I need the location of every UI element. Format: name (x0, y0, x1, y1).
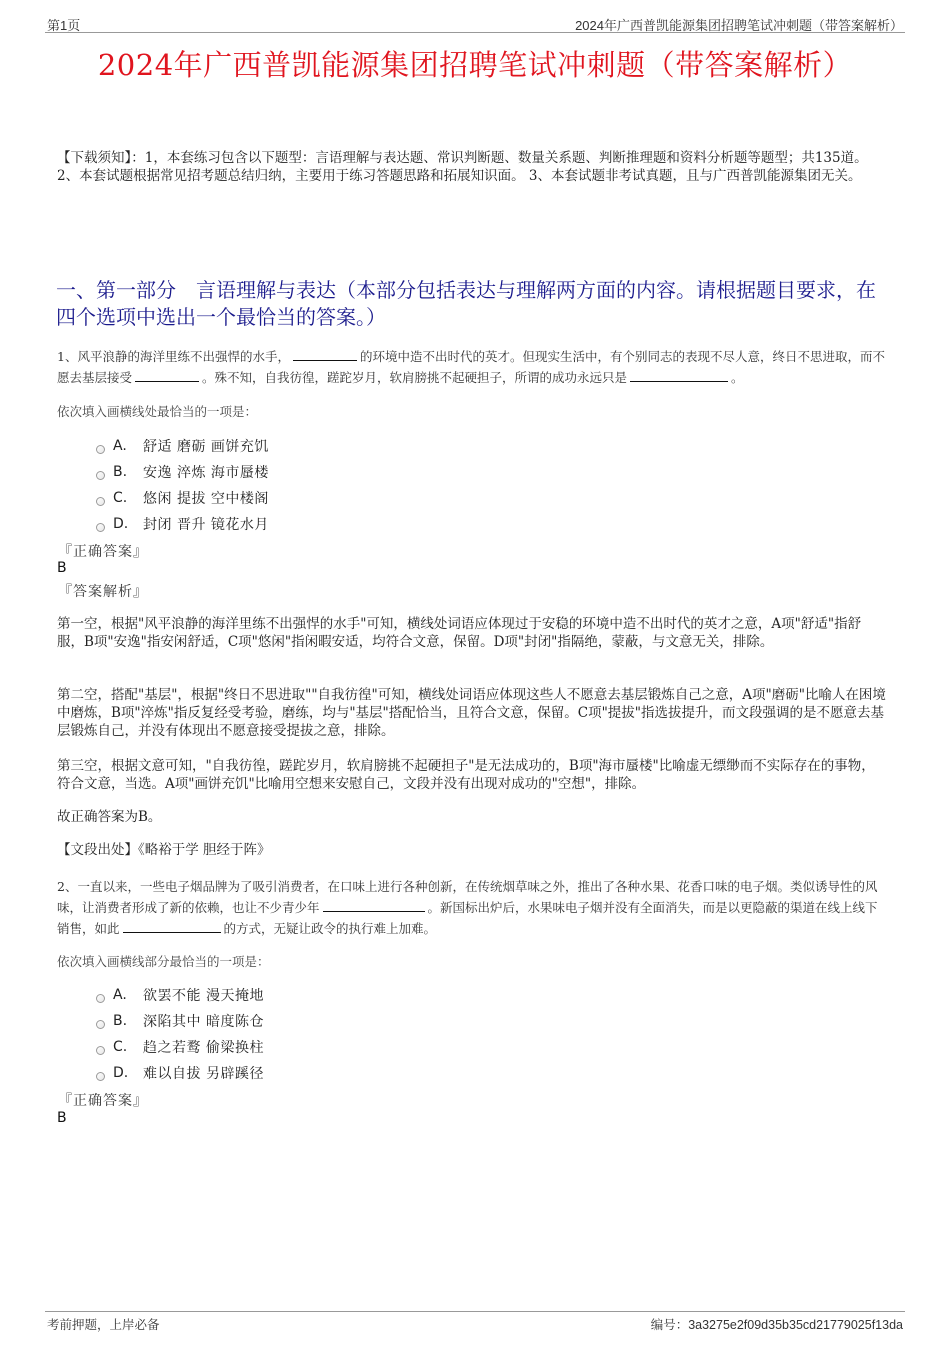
page-number: 第1页 (47, 18, 81, 33)
analysis-paragraph-3: 第三空，根据文意可知，"自我彷徨，蹉跎岁月，软肩膀挑不起硬担子"是无法成功的，B项"海市蜃楼"比喻虚无缥缈而不实际存在的事物，符合文意，当选。A项"画饼充饥"比喻用空想来安慰自己，文段并没有出现对成功的"空想"，排除。 (57, 758, 875, 792)
passage-source: 【文段出处】《略裕于学 胆经于阵》 (57, 842, 271, 858)
radio-button[interactable] (96, 523, 105, 532)
option-b[interactable]: B. 深陷其中 暗度陈仓 (96, 1008, 264, 1034)
option-b[interactable]: B. 安逸 淬炼 海市蜃楼 (96, 459, 269, 485)
document-title: 2024年广西普凯能源集团招聘笔试冲刺题（带答案解析） (97, 48, 853, 82)
radio-button[interactable] (96, 497, 105, 506)
radio-button[interactable] (96, 1046, 105, 1055)
radio-button[interactable] (96, 994, 105, 1003)
radio-button[interactable] (96, 445, 105, 454)
blank-2 (135, 368, 199, 382)
correct-answer-value: B (57, 1110, 67, 1126)
download-notice: 【下载须知】：1，本套练习包含以下题型：言语理解与表达题、常识判断题、数量关系题、判断推理题和资料分析题等题型；共135道。 2、本套试题根据常见招考题总结归纳，主要用于练习答题思路和拓展知识面。 3、本套试题非考试真题，且与广西普凯能源集团无关。 (57, 150, 868, 184)
question-2-prompt: 依次填入画横线部分最恰当的一项是： (57, 954, 270, 969)
blank-3 (630, 368, 728, 382)
option-d[interactable]: D. 难以自拔 另辟蹊径 (96, 1060, 264, 1086)
blank-1 (323, 898, 425, 912)
option-c[interactable]: C. 悠闲 提拔 空中楼阁 (96, 485, 269, 511)
question-1-stem: 1、风平浪静的海洋里练不出强悍的水手， 的环境中造不出时代的英才。但现实生活中，有个别同志的表现不尽人意，终日不思进取，而不愿去基层接受 。殊不知，自我彷徨，蹉跎岁月，软肩膀挑不起硬担子，所谓的成功永远只是 。 (57, 349, 885, 385)
radio-button[interactable] (96, 471, 105, 480)
question-1-prompt: 依次填入画横线处最恰当的一项是： (57, 404, 258, 419)
option-d[interactable]: D. 封闭 晋升 镜花水月 (96, 511, 269, 537)
option-a[interactable]: A. 舒适 磨砺 画饼充饥 (96, 433, 269, 459)
footer-serial-number: 编号：3a3275e2f09d35b35cd21779025f13da (650, 1318, 903, 1332)
correct-answer-value: B (57, 560, 67, 576)
correct-answer-label: 『正确答案』 (58, 544, 148, 560)
blank-2 (123, 919, 221, 933)
option-a[interactable]: A. 欲罢不能 漫天掩地 (96, 982, 264, 1008)
blank-1 (293, 347, 357, 361)
footer-slogan: 考前押题，上岸必备 (47, 1318, 160, 1332)
page-header (45, 14, 905, 33)
analysis-paragraph-1: 第一空，根据"风平浪静的海洋里练不出强悍的水手"可知，横线处词语应体现过于安稳的环境中造不出时代的英才之意，A项"舒适"指舒服，B项"安逸"指安闲舒适，C项"悠闲"指闲暇安适，均符合文意，保留。D项"封闭"指隔绝，蒙蔽，与文意无关，排除。 (57, 616, 862, 650)
radio-button[interactable] (96, 1020, 105, 1029)
section-heading: 一、第一部分 言语理解与表达（本部分包括表达与理解两方面的内容。请根据题目要求，在四个选项中选出一个最恰当的答案。） (56, 278, 876, 329)
radio-button[interactable] (96, 1072, 105, 1081)
analysis-paragraph-2: 第二空，搭配"基层"，根据"终日不思进取""自我彷徨"可知，横线处词语应体现这些人不愿意去基层锻炼自己之意，A项"磨砺"比喻人在困境中磨炼，B项"淬炼"指反复经受考验，磨练，均与"基层"搭配恰当，且符合文意，保留。C项"提拔"指选拔提升，而文段强调的是不愿意去基层锻炼自己，并没有体现出不愿意接受提拔之意，排除。 (57, 687, 886, 739)
page-footer (45, 1311, 905, 1332)
question-2-options (96, 982, 264, 1086)
question-2-stem: 2、一直以来，一些电子烟品牌为了吸引消费者，在口味上进行各种创新，在传统烟草味之外，推出了各种水果、花香口味的电子烟。类似诱导性的风味，让消费者形成了新的依赖，也让不少青少年 。新国标出炉后，水果味电子烟并没有全面消失，而是以更隐蔽的渠道在线上线下销售，如此 的方式，无疑让政令的执行难上加难。 (57, 879, 878, 936)
question-1-options (96, 433, 269, 537)
answer-analysis-label: 『答案解析』 (58, 584, 148, 600)
correct-answer-label: 『正确答案』 (58, 1093, 148, 1109)
analysis-conclusion: 故正确答案为B。 (57, 809, 162, 825)
header-doc-title: 2024年广西普凯能源集团招聘笔试冲刺题（带答案解析） (575, 18, 903, 33)
option-c[interactable]: C. 趋之若鹜 偷梁换柱 (96, 1034, 264, 1060)
